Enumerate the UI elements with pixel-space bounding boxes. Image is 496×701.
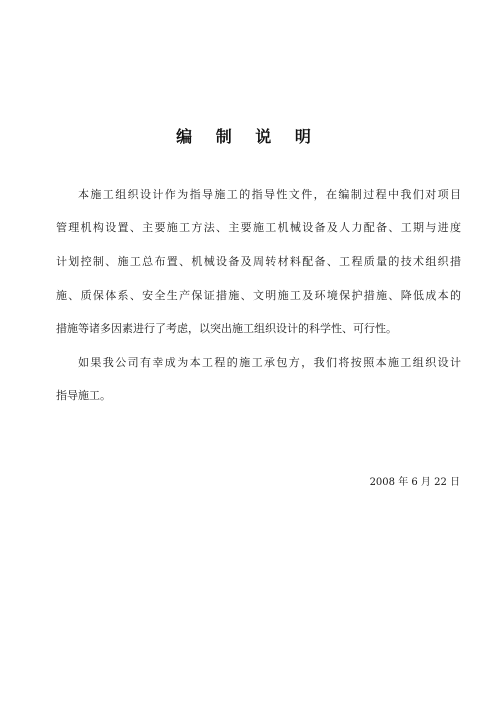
paragraph-line: 计划控制、施工总布置、机械设备及周转材料配备、工程质量的技术组织措	[56, 255, 461, 268]
paragraph-line: 指导施工。	[56, 389, 111, 402]
paragraph-line: 措施等诸多因素进行了考虑，以突出施工组织设计的科学性、可行性。	[56, 322, 397, 335]
paragraph-line: 如果我公司有幸成为本工程的施工承包方，我们将按照本施工组织设计	[78, 356, 461, 369]
paragraph-line: 本施工组织设计作为指导施工的指导性文件，在编制过程中我们对项目	[78, 188, 461, 201]
document-date: 2008 年 6 月 22 日	[369, 477, 460, 488]
page-title: 编 制 说 明	[176, 127, 320, 146]
paragraph-line: 施、质保体系、安全生产保证措施、文明施工及环境保护措施、降低成本的	[56, 289, 461, 302]
paragraph-line: 管理机构设置、主要施工方法、主要施工机械设备及人力配备、工期与进度	[56, 221, 461, 234]
